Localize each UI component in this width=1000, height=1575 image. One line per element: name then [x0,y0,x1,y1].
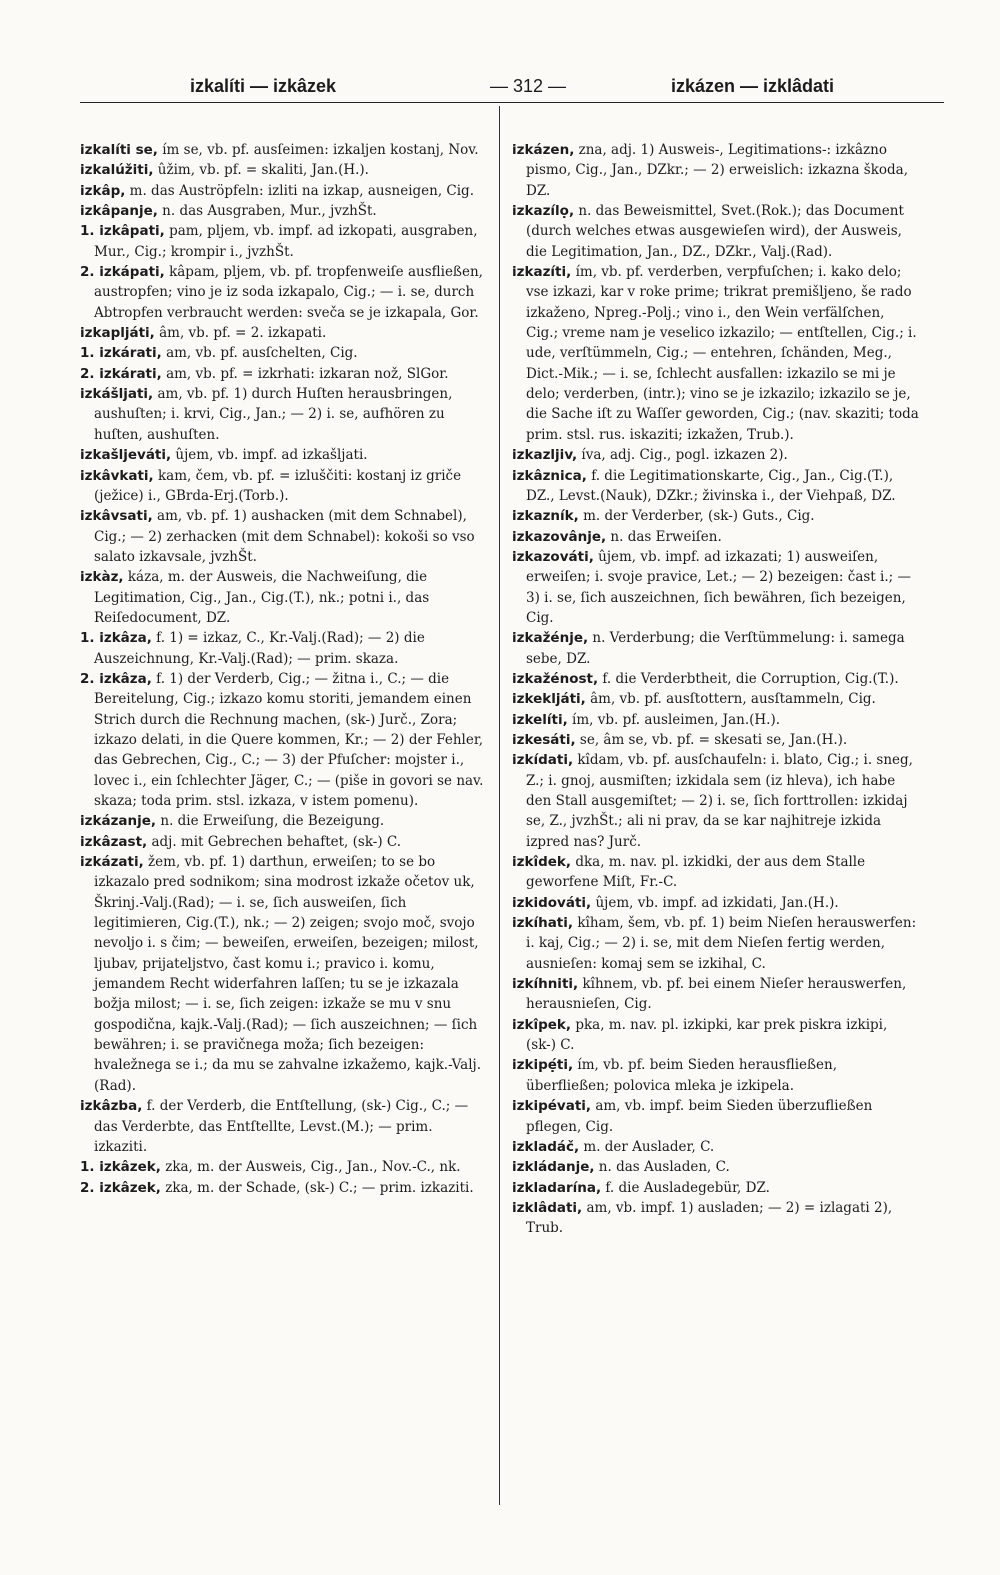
dictionary-entry [80,1157,487,1177]
dictionary-entry [80,445,487,465]
entry-definition: kam, čem, vb. pf. = izluščiti: kostanj iz griče (ježice) i., GBrda-Erj.(Torb.). [94,467,462,504]
dictionary-entry [512,1015,919,1056]
left-column [80,140,487,1198]
entry-definition: ûžim, vb. pf. = skaliti, Jan.(H.). [153,162,369,179]
entry-definition: f. 1) der Verderb, Cig.; — žitna i., C.; — die Bereitelung, Cig.; izkazo komu storiti, jemandem einen Strich durch die Rechnung machen, (sk-) Jurč., Zora; izkazo delati, in die Quere kommen, Kr.; — 2) der Fehler, das Gebrechen, Cig., C.; — 3) der Pfuſcher: mojster i., lovec i., ein ſchlechter Jäger, C.; — (piše in govori se nav. skaza; toda prim. stsl. izkaza, v istem pomenu). [94,670,484,809]
dictionary-entry [80,262,487,323]
dictionary-entry [80,832,487,852]
entry-headword: izkazník, [512,508,579,525]
entry-definition: kîhnem, vb. pf. bei einem Nieſer herauswerfen, herausnieſen, Cig. [526,976,907,1013]
dictionary-entry [80,343,487,363]
entry-headword: 2. izkárati, [80,365,162,382]
entry-headword: izkipẹ́ti, [512,1057,574,1074]
entry-definition: pam, pljem, vb. impf. ad izkopati, ausgraben, Mur., Cig.; krompir i., jvzhŠt. [94,223,478,260]
entry-headword: izkidováti, [512,894,592,911]
entry-definition: am, vb. pf. ausſchelten, Cig. [161,345,358,362]
dictionary-entry [512,1096,919,1137]
entry-definition: ím, vb. pf. beim Sieden herausfließen, überfließen; polovica mleka je izkipela. [526,1057,838,1094]
entry-headword: izkazíti, [512,264,572,281]
entry-definition: žem, vb. pf. 1) darthun, erweiſen; to se bo izkazalo pred sodnikom; sina modrost izkaže očetov uk, Škrinj.-Valj.(Rad); — i. se, ſich ausweiſen, ſich legitimieren, Cig.(T.), nk.; — 2) zeigen; svojo moč, svojo nevoljo i. s čim; — beweiſen, erweiſen, bezeigen; milost, ljubav, prijateljstvo, čast komu i.; pravico i. komu, jemandem Recht widerfahren laſſen; tu se je izkazala božja milost; — i. se, ſich zeigen: izkaže se mu v snu gospodična, kajk.-Valj.(Rad); — ſich auszeichnen; — ſich bewähren; i. se pravičnega moža; ſich bezeigen: hvaležnega se i.; da mu se zahvalne izkažemo, kajk.-Valj.(Rad). [94,854,482,1094]
entry-headword: 1. izkárati, [80,345,162,362]
entry-definition: dka, m. nav. pl. izkidki, der aus dem Stalle geworfene Miſt, Fr.-C. [526,854,866,891]
entry-definition: f. 1) = izkaz, C., Kr.-Valj.(Rad); — 2) die Auszeichnung, Kr.-Valj.(Rad); — prim. skaza. [94,630,425,667]
entry-definition: ûjem, vb. impf. ad izkidati, Jan.(H.). [591,894,839,911]
dictionary-entry [80,1178,487,1198]
entry-headword: 1. izkâpati, [80,223,165,240]
entry-headword: izkazovânje, [512,528,607,545]
entry-headword: izkîpek, [512,1016,572,1033]
dictionary-entry [512,445,919,465]
entry-headword: 2. izkâzek, [80,1179,161,1196]
header-rule [80,102,944,103]
dictionary-entry [512,893,919,913]
dictionary-entry [80,160,487,180]
dictionary-entry [80,201,487,221]
dictionary-entry [512,1055,919,1096]
dictionary-entry [512,750,919,852]
dictionary-entry [512,730,919,750]
dictionary-entry [512,527,919,547]
entry-definition: f. der Verderb, die Entſtellung, (sk-) Cig., C.; — das Verderbte, das Entſtellte, Levst.(M.); — prim. izkaziti. [94,1098,469,1155]
entry-headword: izkâznica, [512,467,587,484]
entry-headword: izkâzba, [80,1098,143,1115]
entry-headword: izkàz, [80,569,124,586]
dictionary-entry [80,852,487,1096]
entry-headword: 1. izkâzek, [80,1159,161,1176]
entry-headword: 2. izkápati, [80,264,165,281]
entry-definition: adj. mit Gebrechen behaftet, (sk-) C. [147,833,402,850]
entry-definition: f. die Verderbtheit, die Corruption, Cig.(T.). [598,670,899,687]
entry-definition: pka, m. nav. pl. izkipki, kar prek piskra izkipi, (sk-) C. [526,1016,888,1054]
entry-definition: zka, m. der Ausweis, Cig., Jan., Nov.-C., nk. [160,1159,461,1176]
entry-headword: izkalíti se, [80,142,158,158]
entry-definition: ím, vb. pf. ausleimen, Jan.(H.). [567,711,781,728]
entry-headword: izkâzast, [80,833,148,850]
entry-headword: izkazljiv, [512,447,578,464]
dictionary-entry [512,913,919,974]
entry-definition: m. der Verderber, (sk-) Guts., Cig. [578,508,815,525]
entry-definition: ûjem, vb. impf. ad izkazati; 1) ausweiſen, erweiſen; i. svoje pravice, Let.; — 2) bezeigen: čast i.; — 3) i. se, ſich auszeichnen, ſich bewähren, ſich bezeigen, Cig. [526,548,911,626]
dictionary-entry [512,201,919,262]
entry-definition: n. das Ausladen, C. [594,1159,730,1176]
entry-definition: zna, adj. 1) Ausweis-, Legitimations-: izkâzno pismo, Cig., Jan., DZkr.; — 2) erweislich: izkazna škoda, DZ. [526,142,909,199]
entry-headword: izkapljáti, [80,325,155,342]
entry-definition: n. das Ausgraben, Mur., jvzhŠt. [157,203,377,220]
entry-headword: izkíhati, [512,915,574,932]
entry-definition: zka, m. der Schade, (sk-) C.; — prim. izkaziti. [160,1179,474,1196]
entry-definition: kîham, šem, vb. pf. 1) beim Nieſen herauswerfen: i. kaj, Cig.; — 2) i. se, mit dem Nieſen fertig werden, ausnieſen: komaj sem se izkihal, C. [526,915,917,972]
dictionary-entry [512,669,919,689]
dictionary-entry [512,628,919,669]
entry-definition: íva, adj. Cig., pogl. izkazen 2). [577,447,788,464]
entry-headword: izkladáč, [512,1138,580,1155]
dictionary-entry [512,1157,919,1177]
dictionary-entry [512,466,919,507]
entry-definition: ím se, vb. pf. ausſeimen: izkaljen kostanj, Nov. [157,142,479,158]
entry-definition: âm, vb. pf. ausſtottern, ausſtammeln, Cig. [585,691,876,708]
entry-headword: izkâvsati, [80,508,153,525]
entry-definition: f. die Ausladegebür, DZ. [601,1179,770,1196]
entry-headword: izkazílọ, [512,203,575,220]
dictionary-entry [80,323,487,343]
entry-headword: izkášljati, [80,386,154,403]
dictionary-entry [80,506,487,567]
dictionary-entry [512,140,919,201]
entry-definition: f. die Legitimationskarte, Cig., Jan., Cig.(T.), DZ., Levst.(Nauk), DZkr.; živinska i., der Viehpaß, DZ. [526,467,896,504]
entry-headword: izkâpanje, [80,203,158,220]
dictionary-entry [80,567,487,628]
entry-definition: ím, vb. pf. verderben, verpfuſchen; i. kako delo; vse izkazi, kar v roke prime; trikrat premišljeno, še rado izkaženo, Npreg.-Polj.; vino i., den Wein verfälſchen, Cig.; vreme nam je veselico izkazilo; — entſtellen, Cig.; i. ude, verſtümmeln, Cig.; — entehren, ſchänden, Meg., Dict.-Mik.; — i. se, ſchlecht ausfallen: izkazilo se mi je delo; verderben, (intr.); vino se je izkazilo; izkazilo se je, die Sache iſt zu Waſſer geworden, Cig.; (nav. skaziti; toda prim. stsl. rus. iskaziti; izkažen, Trub.). [526,264,919,443]
entry-headword: 2. izkâza, [80,670,152,687]
entry-headword: izkažénje, [512,630,589,647]
entry-headword: izkažénost, [512,670,599,687]
dictionary-entry [512,262,919,445]
entry-definition: am, vb. pf. 1) durch Huſten herausbringen, aushuſten; i. krvi, Cig., Jan.; — 2) i. se, aufhören zu huſten, aushuſten. [94,386,453,443]
entry-headword: izkalúžiti, [80,162,154,179]
entry-headword: izkâp, [80,182,126,199]
dictionary-entry [512,852,919,893]
dictionary-entry [80,1096,487,1157]
entry-definition: am, vb. pf. = izkrhati: izkaran nož, SlGor. [161,365,449,382]
entry-headword: izkekljáti, [512,691,586,708]
entry-headword: izkâvkati, [80,467,154,484]
entry-definition: âm, vb. pf. = 2. izkapati. [154,325,327,342]
entry-headword: izkîdek, [512,854,572,871]
entry-headword: izkládanje, [512,1159,595,1176]
entry-headword: izkíhniti, [512,976,579,993]
entry-headword: izkelíti, [512,711,568,728]
dictionary-entry [512,689,919,709]
entry-headword: izkázati, [80,854,144,871]
entry-definition: am, vb. impf. beim Sieden überzufließen pflegen, Cig. [526,1098,873,1135]
dictionary-entry [512,1137,919,1157]
dictionary-entry [512,1178,919,1198]
entry-definition: n. Verderbung; die Verſtümmelung: i. samega sebe, DZ. [526,630,905,667]
entry-definition: n. das Erweiſen. [606,528,722,545]
dictionary-entry [512,506,919,526]
entry-headword: izkesáti, [512,731,576,748]
header-right-guide-words: izkázen — izklâdati [670,76,834,96]
dictionary-entry [80,384,487,445]
entry-definition: n. das Beweismittel, Svet.(Rok.); das Document (durch welches etwas ausgewieſen wird), der Ausweis, die Legitimation, Jan., DZ., DZkr., Valj.(Rad). [526,203,904,260]
entry-headword: izkázen, [512,142,575,158]
dictionary-entry [80,628,487,669]
entry-headword: 1. izkâza, [80,630,152,647]
dictionary-entry [80,181,487,201]
entry-definition: kîdam, vb. pf. ausſchaufeln: i. blato, Cig.; i. sneg, Z.; i. gnoj, ausmiſten; izkidala sem (iz hleva), ich habe den Stall ausgemiſtet; — 2) i. se, ſich forttrollen: izkidaj se, Z., jvzhŠt.; ali ni prav, da se kar najhitreje izkida izpred nas? Jurč. [526,752,913,850]
entry-headword: izkladarína, [512,1179,602,1196]
dictionary-entry [80,811,487,831]
entry-definition: m. der Auslader, C. [579,1138,715,1155]
entry-definition: se, âm se, vb. pf. = skesati se, Jan.(H.). [575,731,848,748]
dictionary-entry [512,547,919,628]
entry-definition: n. die Erweiſung, die Bezeigung. [156,813,385,830]
entry-definition: kâpam, pljem, vb. pf. tropfenweiſe ausfließen, austropfen; vino je iz soda izkapalo, Cig.; — i. se, durch Abtropfen verbraucht werden: sveča se je izkapala, Gor. [94,264,483,321]
dictionary-entry [512,1198,919,1239]
dictionary-entry [80,140,487,160]
entry-headword: izklâdati, [512,1199,583,1216]
dictionary-entry [80,466,487,507]
header-left-guide-words: izkalíti — izkâzek [190,76,337,96]
dictionary-entry [512,710,919,730]
entry-definition: m. das Auströpfeln: izliti na izkap, ausneigen, Cig. [125,182,474,199]
dictionary-entry [80,669,487,811]
running-header [80,70,944,106]
entry-definition: am, vb. pf. 1) aushacken (mit dem Schnabel), Cig.; — 2) zerhacken (mit dem Schnabel): kokoši so vso salato izkavsale, jvzhŠt. [94,508,475,565]
entry-definition: káza, m. der Ausweis, die Nachweiſung, die Legitimation, Cig., Jan., Cig.(T.), nk.; potni i., das Reiſedocument, DZ. [94,569,430,626]
entry-headword: izkázanje, [80,813,157,830]
column-divider [499,106,500,1505]
entry-definition: am, vb. impf. 1) ausladen; — 2) = izlagati 2), Trub. [526,1199,893,1237]
entry-definition: ûjem, vb. impf. ad izkašljati. [171,447,368,464]
entry-headword: izkídati, [512,752,574,769]
entry-headword: izkašljeváti, [80,447,172,464]
page-number: — 312 — [490,76,567,96]
dictionary-entry [80,221,487,262]
dictionary-entry [512,974,919,1015]
right-column [512,140,919,1239]
entry-headword: izkipévati, [512,1098,592,1115]
dictionary-entry [80,364,487,384]
entry-headword: izkazováti, [512,548,594,565]
